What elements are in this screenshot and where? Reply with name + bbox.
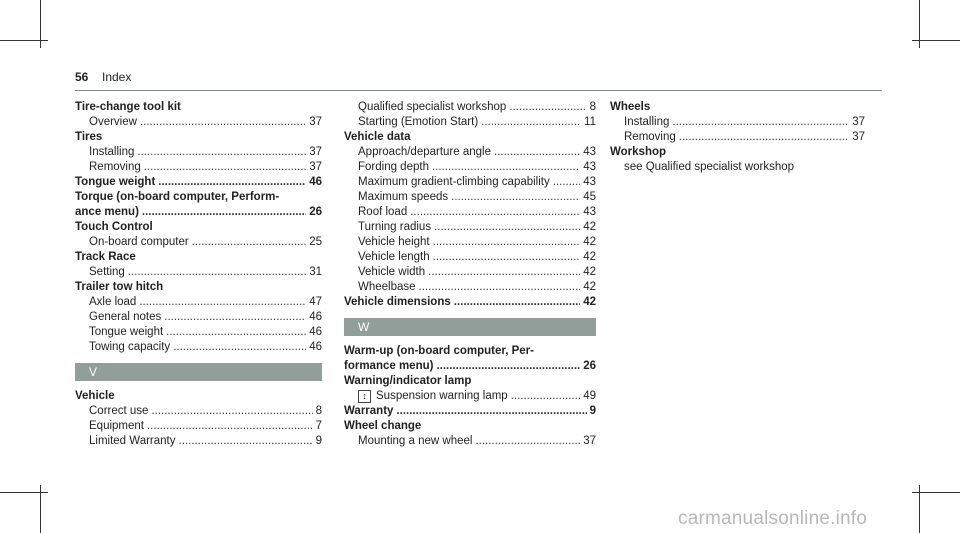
dot-leader — [511, 389, 581, 404]
index-subentry[interactable] — [344, 265, 596, 280]
index-heading-label: Track Race — [75, 251, 136, 263]
page-ref[interactable]: 42 — [583, 296, 596, 308]
index-subentry[interactable] — [610, 130, 865, 145]
index-subentry[interactable] — [75, 434, 322, 449]
index-heading-label: Wheel change — [344, 420, 422, 432]
dot-leader — [166, 325, 306, 340]
index-subentry-label: Approach/departure angle — [358, 146, 491, 158]
index-subentry[interactable] — [75, 145, 322, 160]
page-ref[interactable]: 42 — [583, 281, 596, 293]
page-ref[interactable]: 25 — [309, 236, 322, 248]
index-heading[interactable] — [75, 175, 322, 190]
page-ref[interactable]: 8 — [589, 101, 596, 113]
index-heading-label: Vehicle — [75, 390, 115, 402]
dot-leader — [428, 265, 580, 280]
index-heading[interactable] — [75, 190, 322, 220]
index-subentry[interactable] — [75, 235, 322, 250]
index-subentry-label: Starting (Emotion Start) — [358, 116, 479, 128]
index-heading-label: Warning/indicator lamp — [344, 375, 472, 387]
index-subentry-label: Overview — [89, 116, 137, 128]
index-subentry-label: On-board computer — [89, 236, 189, 248]
page-ref[interactable]: 9 — [315, 435, 322, 447]
index-subentry-label: Wheelbase — [358, 281, 416, 293]
page-ref[interactable]: 46 — [309, 341, 322, 353]
page-ref[interactable]: 26 — [583, 360, 596, 372]
dot-leader — [481, 115, 581, 130]
dot-leader — [139, 295, 306, 310]
dot-leader — [396, 404, 586, 419]
index-heading[interactable] — [344, 404, 596, 419]
index-heading[interactable] — [75, 280, 322, 295]
index-subentry-label: Roof load — [358, 206, 408, 218]
page-ref[interactable]: 37 — [309, 146, 322, 158]
index-subentry[interactable] — [75, 295, 322, 310]
index-heading[interactable] — [344, 374, 596, 389]
index-subentry-label: Axle load — [89, 296, 137, 308]
index-subentry[interactable] — [75, 310, 322, 325]
page-number: 56 — [75, 70, 89, 84]
page-ref[interactable]: 37 — [309, 161, 322, 173]
page-ref[interactable]: 46 — [309, 326, 322, 338]
index-subentry[interactable] — [344, 250, 596, 265]
index-subentry-label: Suspension warning lamp — [376, 390, 508, 402]
index-subentry-label: Removing — [89, 161, 141, 173]
dot-leader — [147, 419, 313, 434]
page-ref[interactable]: 43 — [583, 176, 596, 188]
index-heading-line: formance menu) — [344, 360, 434, 372]
index-heading[interactable] — [75, 389, 322, 404]
index-heading-label: Tire-change tool kit — [75, 101, 181, 113]
index-subentry[interactable] — [75, 419, 322, 434]
index-subentry-label: Mounting a new wheel — [358, 435, 473, 447]
page-ref[interactable]: 43 — [583, 161, 596, 173]
index-heading-line-row — [344, 359, 596, 374]
index-heading-label: Tires — [75, 131, 103, 143]
page-ref[interactable]: 37 — [309, 116, 322, 128]
page-ref[interactable]: 9 — [589, 405, 596, 417]
dot-leader — [553, 175, 580, 190]
dot-leader — [509, 100, 586, 115]
page-ref[interactable]: 37 — [583, 435, 596, 447]
index-subentry-label: Maximum speeds — [358, 191, 449, 203]
index-subentry-label: Turning radius — [358, 221, 432, 233]
page-ref[interactable]: 42 — [583, 236, 596, 248]
dot-leader — [137, 145, 306, 160]
index-heading-label: Vehicle data — [344, 131, 411, 143]
index-subentry[interactable] — [344, 220, 596, 235]
index-column-3 — [610, 100, 865, 175]
index-subentry[interactable] — [344, 434, 596, 449]
dot-leader — [410, 205, 580, 220]
index-subentry-label: Towing capacity — [89, 341, 171, 353]
page-header — [75, 70, 882, 88]
header-rule — [75, 90, 882, 91]
dot-leader — [179, 434, 313, 449]
index-subentry[interactable] — [344, 205, 596, 220]
dot-leader — [433, 235, 581, 250]
index-heading[interactable] — [75, 220, 322, 235]
index-subentry[interactable] — [75, 404, 322, 419]
index-heading[interactable] — [344, 295, 596, 310]
section-letter-band: W — [344, 318, 596, 336]
index-subentry[interactable] — [344, 235, 596, 250]
page-ref[interactable]: 46 — [309, 176, 322, 188]
dot-leader — [454, 295, 580, 310]
index-heading-line: Warm-up (on-board computer, Per- — [344, 345, 534, 357]
dot-leader — [151, 404, 312, 419]
dot-leader — [173, 340, 306, 355]
index-subentry[interactable] — [610, 115, 865, 130]
dot-leader — [451, 190, 580, 205]
see-reference[interactable]: see Qualified specialist workshop — [624, 161, 795, 173]
index-heading[interactable] — [344, 130, 596, 145]
index-subentry-label: Installing — [624, 116, 670, 128]
page-ref[interactable]: 47 — [309, 296, 322, 308]
dot-leader — [434, 220, 580, 235]
suspension-warning-lamp-icon: ↕ — [358, 390, 371, 403]
index-heading-label: Tongue weight — [75, 176, 156, 188]
index-heading-line-row — [75, 205, 322, 220]
dot-leader — [164, 310, 306, 325]
dot-leader — [672, 115, 849, 130]
dot-leader — [140, 115, 306, 130]
page-ref[interactable]: 45 — [583, 191, 596, 203]
index-subentry-label: Removing — [624, 131, 676, 143]
dot-leader — [433, 250, 581, 265]
dot-leader — [144, 160, 306, 175]
index-heading[interactable] — [610, 145, 865, 160]
dot-leader — [128, 265, 306, 280]
index-subentry[interactable] — [344, 280, 596, 295]
page-ref[interactable]: 43 — [583, 206, 596, 218]
index-subentry-label: Qualified specialist workshop — [358, 101, 507, 113]
page-ref[interactable]: 42 — [583, 251, 596, 263]
dot-leader — [142, 205, 306, 220]
index-subentry-label: Tongue weight — [89, 326, 164, 338]
page-ref[interactable]: 8 — [315, 405, 322, 417]
index-heading-label: Workshop — [610, 146, 667, 158]
index-subentry[interactable] — [75, 115, 322, 130]
index-subentry[interactable] — [344, 100, 596, 115]
index-heading-label: Trailer tow hitch — [75, 281, 164, 293]
index-subentry-label: General notes — [89, 311, 162, 323]
dot-leader — [475, 434, 580, 449]
page-ref[interactable]: 43 — [583, 146, 596, 158]
index-subentry-label: Equipment — [89, 420, 144, 432]
index-heading[interactable] — [75, 100, 322, 115]
dot-leader — [436, 359, 580, 374]
index-heading[interactable] — [344, 419, 596, 434]
watermark: carmanualsonline.info — [678, 508, 868, 529]
index-heading[interactable] — [75, 250, 322, 265]
index-subentry-label: Vehicle length — [358, 251, 430, 263]
index-heading-line: Torque (on-board computer, Perform- — [75, 191, 280, 203]
page-ref[interactable]: 7 — [315, 420, 322, 432]
page-title: Index — [102, 70, 132, 84]
crop-mark — [912, 40, 960, 41]
index-subentry[interactable] — [75, 265, 322, 280]
index-heading-label: Wheels — [610, 101, 651, 113]
index-heading[interactable] — [344, 344, 596, 374]
index-column-1 — [75, 100, 322, 449]
index-subentry-label: Installing — [89, 146, 135, 158]
index-subentry-label: Setting — [89, 266, 125, 278]
crop-mark — [0, 492, 48, 493]
index-subentry[interactable] — [75, 325, 322, 340]
section-letter-band: V — [75, 363, 322, 381]
page-ref[interactable]: 37 — [852, 131, 865, 143]
index-subentry[interactable] — [75, 340, 322, 355]
crop-mark — [0, 40, 48, 41]
index-subentry[interactable] — [344, 145, 596, 160]
dot-leader — [419, 280, 581, 295]
index-subentry-label: Vehicle height — [358, 236, 430, 248]
dot-leader — [494, 145, 580, 160]
page-ref[interactable]: 42 — [583, 221, 596, 233]
page-ref[interactable]: 26 — [309, 206, 322, 218]
page-ref[interactable]: 11 — [584, 116, 596, 128]
index-subentry[interactable] — [344, 160, 596, 175]
index-heading-line: ance menu) — [75, 206, 139, 218]
index-subentry[interactable] — [344, 190, 596, 205]
page-ref[interactable]: 37 — [852, 116, 865, 128]
dot-leader — [158, 175, 306, 190]
page-ref[interactable]: 31 — [309, 266, 322, 278]
page-ref[interactable]: 49 — [583, 390, 596, 402]
index-subentry-label: Limited Warranty — [89, 435, 176, 447]
index-subentry-label: Vehicle width — [358, 266, 426, 278]
index-subentry[interactable] — [344, 175, 596, 190]
index-subentry-label: Fording depth — [358, 161, 429, 173]
index-column-2 — [344, 100, 596, 449]
page-ref[interactable]: 42 — [583, 266, 596, 278]
index-heading-label: Warranty — [344, 405, 394, 417]
index-subentry[interactable] — [75, 160, 322, 175]
index-heading-label: Vehicle dimensions — [344, 296, 451, 308]
page-ref[interactable]: 46 — [309, 311, 322, 323]
index-subentry[interactable] — [344, 389, 596, 404]
index-subentry-label: Correct use — [89, 405, 149, 417]
crop-mark — [912, 492, 960, 493]
index-subentry-label: Maximum gradient-climbing capability — [358, 176, 550, 188]
dot-leader — [432, 160, 580, 175]
index-subentry[interactable] — [344, 115, 596, 130]
index-heading[interactable] — [610, 100, 865, 115]
dot-leader — [679, 130, 849, 145]
index-heading-label: Touch Control — [75, 221, 153, 233]
dot-leader — [192, 235, 306, 250]
index-heading[interactable] — [75, 130, 322, 145]
